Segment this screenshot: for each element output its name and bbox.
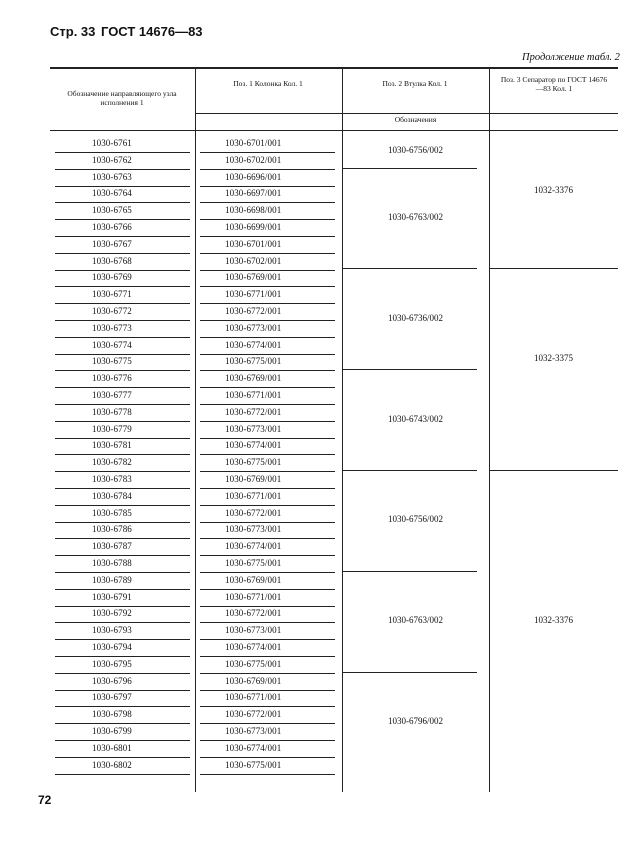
column-part-cell: 1030-6697/001: [225, 188, 282, 199]
designation-cell: 1030-6778: [92, 406, 132, 417]
designation-cell: 1030-6772: [92, 306, 132, 316]
row-underline: [55, 354, 190, 355]
column-part-cell: 1030-6771/001: [225, 591, 282, 602]
designation-cell: 1030-6799: [92, 726, 132, 736]
column-part-cell: 1030-6774/001: [225, 440, 282, 451]
row-underline: [55, 757, 190, 758]
row-underline: [55, 236, 190, 237]
col-divider-3: [489, 67, 490, 792]
separator-group-divider: [490, 268, 618, 269]
column-part-cell: 1030-6698/001: [225, 205, 282, 216]
row-underline: [55, 337, 190, 338]
designation-cell: 1030-6801: [92, 742, 132, 753]
row-underline: [200, 656, 335, 657]
row-underline: [200, 236, 335, 237]
column-part-cell: 1030-6774/001: [225, 742, 282, 753]
row-underline: [55, 639, 190, 640]
bushing-group-divider: [343, 470, 477, 471]
column-part-cell: 1030-6702/001: [225, 154, 282, 165]
standard-code: ГОСТ 14676—83: [101, 24, 203, 39]
column-part-cell: 1030-6775/001: [225, 457, 282, 468]
row-underline: [55, 186, 190, 187]
row-underline: [55, 690, 190, 691]
designation-cell: 1030-6781: [92, 440, 132, 451]
designation-cell: 1030-6767: [92, 238, 132, 249]
row-underline: [200, 522, 335, 523]
designation-cell: 1030-6788: [92, 558, 132, 568]
designation-cell: 1030-6771: [92, 289, 132, 300]
row-underline: [200, 387, 335, 388]
designation-cell: 1030-6783: [92, 474, 132, 484]
header-bottom-rule: [50, 130, 618, 131]
column-part-cell: 1030-6775/001: [225, 356, 282, 367]
column-part-cell: 1030-6774/001: [225, 642, 282, 652]
row-underline: [200, 270, 335, 271]
column-part-cell: 1030-6769/001: [225, 675, 282, 686]
column-part-cell: 1030-6775/001: [225, 558, 282, 568]
row-underline: [200, 639, 335, 640]
row-underline: [55, 656, 190, 657]
designation-cell: 1030-6794: [92, 642, 132, 652]
row-underline: [200, 622, 335, 623]
row-underline: [55, 421, 190, 422]
row-underline: [200, 354, 335, 355]
row-underline: [200, 757, 335, 758]
designation-cell: 1030-6787: [92, 541, 132, 552]
column-header-designations-span: Обозначения: [394, 115, 437, 124]
row-underline: [200, 589, 335, 590]
designation-cell: 1030-6797: [92, 692, 132, 703]
row-underline: [55, 152, 190, 153]
designation-cell: 1030-6776: [92, 373, 132, 384]
row-underline: [55, 253, 190, 254]
row-underline: [55, 505, 190, 506]
row-underline: [55, 286, 190, 287]
column-part-cell: 1030-6702/001: [225, 255, 282, 266]
row-underline: [200, 572, 335, 573]
designation-cell: 1030-6773: [92, 322, 132, 333]
designation-cell: 1030-6765: [92, 205, 132, 216]
designation-cell: 1030-6786: [92, 524, 132, 535]
row-underline: [200, 169, 335, 170]
row-underline: [200, 454, 335, 455]
designation-cell: 1030-6774: [92, 339, 132, 350]
separator-cell: 1032-3376: [534, 185, 573, 196]
column-part-cell: 1030-6701/001: [225, 238, 282, 249]
separator-cell: 1032-3375: [534, 353, 573, 364]
column-part-cell: 1030-6775/001: [225, 658, 282, 669]
column-part-cell: 1030-6699/001: [225, 222, 282, 232]
bushing-cell: 1030-6756/002: [388, 144, 443, 155]
row-underline: [200, 186, 335, 187]
column-part-cell: 1030-6696/001: [225, 171, 282, 182]
row-underline: [55, 404, 190, 405]
row-underline: [200, 706, 335, 707]
row-underline: [55, 454, 190, 455]
row-underline: [200, 723, 335, 724]
designation-cell: 1030-6768: [92, 255, 132, 266]
column-part-cell: 1030-6769/001: [225, 474, 282, 484]
page-number-header: Стр. 33: [50, 24, 96, 39]
table-top-rule: [50, 67, 618, 69]
bushing-group-divider: [343, 672, 477, 673]
continuation-label: Продолжение табл. 2: [522, 52, 620, 63]
row-underline: [55, 706, 190, 707]
column-part-cell: 1030-6773/001: [225, 322, 282, 333]
designation-cell: 1030-6784: [92, 490, 132, 501]
column-header-column: Поз. 1 Колонка Кол. 1: [233, 79, 303, 88]
row-underline: [200, 370, 335, 371]
row-underline: [200, 320, 335, 321]
row-underline: [55, 673, 190, 674]
row-underline: [55, 202, 190, 203]
row-underline: [200, 740, 335, 741]
row-underline: [55, 270, 190, 271]
designation-cell: 1030-6793: [92, 625, 132, 636]
col-divider-2: [342, 67, 343, 792]
row-underline: [200, 253, 335, 254]
row-underline: [55, 320, 190, 321]
row-underline: [55, 370, 190, 371]
row-underline: [55, 471, 190, 472]
row-underline: [55, 538, 190, 539]
row-underline: [200, 219, 335, 220]
row-underline: [55, 438, 190, 439]
row-underline: [200, 774, 335, 775]
row-underline: [55, 488, 190, 489]
designation-cell: 1030-6764: [92, 188, 132, 199]
column-part-cell: 1030-6769/001: [225, 574, 282, 585]
bushing-cell: 1030-6796/002: [388, 716, 443, 726]
row-underline: [55, 622, 190, 623]
row-underline: [200, 673, 335, 674]
column-part-cell: 1030-6773/001: [225, 524, 282, 535]
column-part-cell: 1030-6769/001: [225, 272, 282, 283]
column-part-cell: 1030-6772/001: [225, 306, 282, 316]
designation-cell: 1030-6785: [92, 507, 132, 518]
column-header-separator: Поз. 3 Сепаратор по ГОСТ 14676—83 Кол. 1: [500, 75, 608, 93]
bushing-group-divider: [343, 571, 477, 572]
row-underline: [200, 606, 335, 607]
column-part-cell: 1030-6772/001: [225, 608, 282, 619]
row-underline: [200, 404, 335, 405]
row-underline: [200, 555, 335, 556]
designation-cell: 1030-6762: [92, 154, 132, 165]
row-underline: [200, 152, 335, 153]
row-underline: [55, 774, 190, 775]
designation-cell: 1030-6791: [92, 591, 132, 602]
column-part-cell: 1030-6771/001: [225, 692, 282, 703]
column-header-bushing: Поз. 2 Втулка Кол. 1: [382, 79, 448, 88]
row-underline: [55, 169, 190, 170]
column-part-cell: 1030-6773/001: [225, 625, 282, 636]
column-part-cell: 1030-6772/001: [225, 406, 282, 417]
row-underline: [55, 606, 190, 607]
designation-cell: 1030-6789: [92, 574, 132, 585]
row-underline: [55, 723, 190, 724]
row-underline: [55, 303, 190, 304]
column-part-cell: 1030-6771/001: [225, 289, 282, 300]
designation-cell: 1030-6763: [92, 171, 132, 182]
row-underline: [55, 740, 190, 741]
row-underline: [55, 572, 190, 573]
bushing-cell: 1030-6736/002: [388, 312, 443, 323]
column-part-cell: 1030-6769/001: [225, 373, 282, 384]
designation-cell: 1030-6798: [92, 709, 132, 720]
designation-cell: 1030-6795: [92, 658, 132, 669]
bushing-group-divider: [343, 369, 477, 370]
designation-cell: 1030-6779: [92, 423, 132, 434]
bushing-group-divider: [343, 268, 477, 269]
column-part-cell: 1030-6773/001: [225, 423, 282, 434]
bushing-cell: 1030-6763/002: [388, 212, 443, 222]
row-underline: [55, 219, 190, 220]
span-header-top: [195, 113, 618, 114]
designation-cell: 1030-6782: [92, 457, 132, 468]
column-part-cell: 1030-6772/001: [225, 507, 282, 518]
column-part-cell: 1030-6771/001: [225, 490, 282, 501]
row-underline: [200, 690, 335, 691]
designation-cell: 1030-6792: [92, 608, 132, 619]
designation-cell: 1030-6777: [92, 390, 132, 400]
row-underline: [200, 505, 335, 506]
row-underline: [200, 421, 335, 422]
column-header-designation: Обозначение направляющего узла исполнения 1: [67, 89, 177, 107]
designation-cell: 1030-6769: [92, 272, 132, 283]
separator-cell: 1032-3376: [534, 615, 573, 626]
row-underline: [55, 589, 190, 590]
column-part-cell: 1030-6774/001: [225, 541, 282, 552]
separator-group-divider: [490, 470, 618, 471]
designation-cell: 1030-6761: [92, 138, 132, 148]
col-divider-1: [195, 67, 196, 792]
row-underline: [55, 387, 190, 388]
column-part-cell: 1030-6774/001: [225, 339, 282, 350]
bushing-cell: 1030-6743/002: [388, 413, 443, 424]
column-part-cell: 1030-6775/001: [225, 759, 282, 770]
row-underline: [200, 286, 335, 287]
row-underline: [200, 202, 335, 203]
row-underline: [200, 488, 335, 489]
page-number-footer: 72: [38, 793, 52, 807]
row-underline: [200, 303, 335, 304]
bushing-cell: 1030-6756/002: [388, 514, 443, 525]
column-part-cell: 1030-6701/001: [225, 138, 282, 148]
row-underline: [200, 337, 335, 338]
row-underline: [55, 555, 190, 556]
row-underline: [200, 538, 335, 539]
column-part-cell: 1030-6771/001: [225, 390, 282, 400]
column-part-cell: 1030-6773/001: [225, 726, 282, 736]
designation-cell: 1030-6766: [92, 222, 132, 232]
row-underline: [200, 471, 335, 472]
designation-cell: 1030-6796: [92, 675, 132, 686]
column-part-cell: 1030-6772/001: [225, 709, 282, 720]
bushing-group-divider: [343, 168, 477, 169]
row-underline: [200, 438, 335, 439]
bushing-cell: 1030-6763/002: [388, 615, 443, 626]
designation-cell: 1030-6802: [92, 759, 132, 770]
row-underline: [55, 522, 190, 523]
designation-cell: 1030-6775: [92, 356, 132, 367]
